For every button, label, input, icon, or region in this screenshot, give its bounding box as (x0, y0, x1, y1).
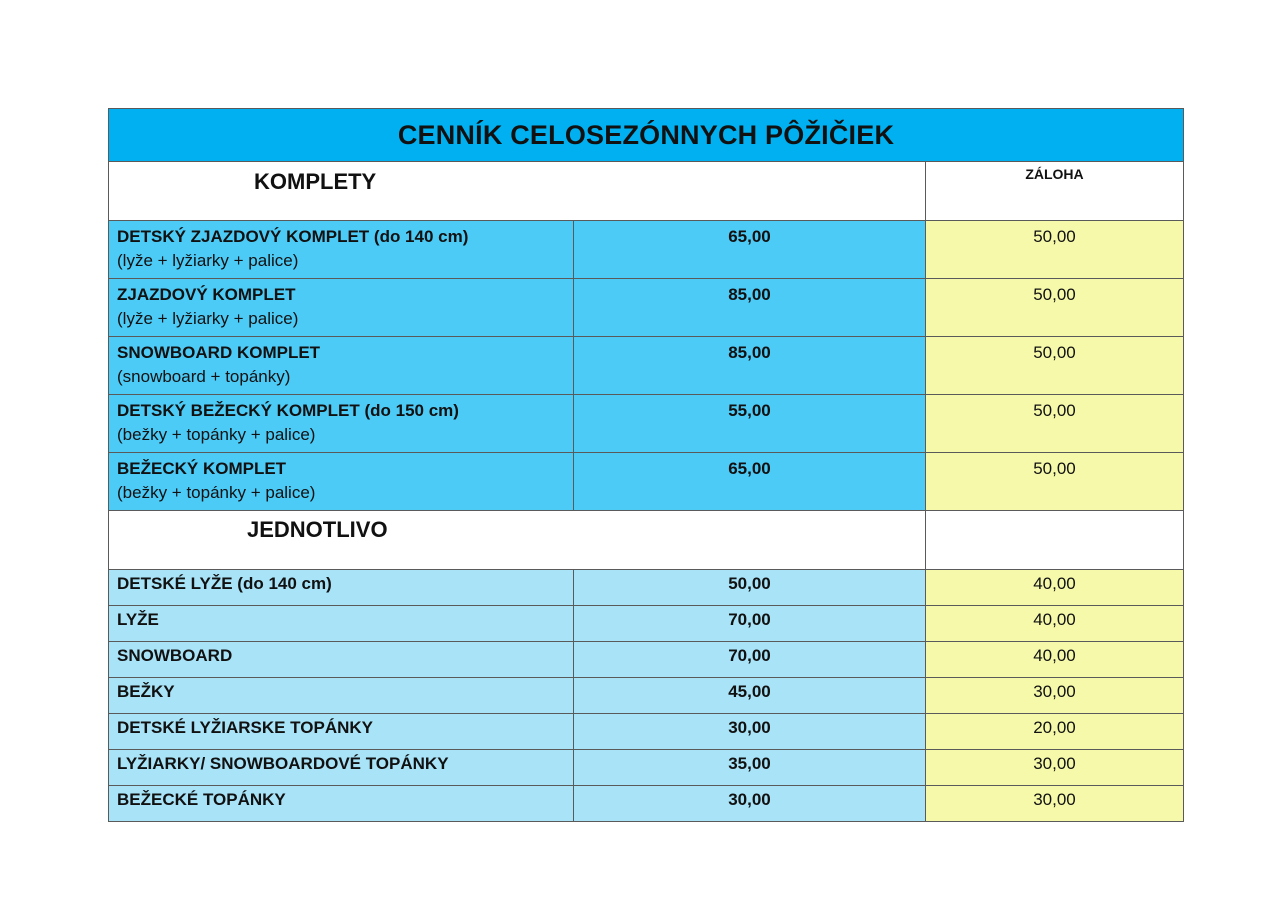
deposit-header: ZÁLOHA (926, 162, 1184, 221)
item-price: 70,00 (574, 642, 926, 678)
item-price: 35,00 (574, 750, 926, 786)
table-row (109, 279, 1184, 337)
item-name: SNOWBOARD KOMPLET (117, 343, 321, 362)
item-price: 85,00 (574, 279, 926, 337)
item-contents: (lyže + lyžiarky + palice) (117, 309, 299, 328)
item-price: 85,00 (574, 337, 926, 395)
table-row (109, 453, 1184, 511)
item-deposit: 50,00 (926, 279, 1184, 337)
item-deposit: 40,00 (926, 642, 1184, 678)
empty-cell (926, 511, 1184, 570)
item-price: 70,00 (574, 606, 926, 642)
item-deposit: 30,00 (926, 786, 1184, 822)
table-row (109, 714, 1184, 750)
item-name: DETSKÝ BEŽECKÝ KOMPLET (do 150 cm) (117, 401, 459, 420)
item-price: 65,00 (574, 221, 926, 279)
item-name: DETSKÝ ZJAZDOVÝ KOMPLET (do 140 cm) (117, 227, 469, 246)
table-row (109, 570, 1184, 606)
item-name-cell (109, 221, 574, 279)
item-name-cell (109, 453, 574, 511)
item-price: 50,00 (574, 570, 926, 606)
table-row (109, 678, 1184, 714)
table-row (109, 750, 1184, 786)
item-name: ZJAZDOVÝ KOMPLET (117, 285, 296, 304)
item-name: DETSKÉ LYŽE (do 140 cm) (109, 570, 574, 606)
item-deposit: 50,00 (926, 221, 1184, 279)
item-price: 30,00 (574, 786, 926, 822)
section-cell (109, 511, 926, 570)
title-row (109, 109, 1184, 162)
item-name: DETSKÉ LYŽIARSKE TOPÁNKY (109, 714, 574, 750)
item-contents: (bežky + topánky + palice) (117, 425, 316, 444)
item-price: 45,00 (574, 678, 926, 714)
table-row (109, 786, 1184, 822)
item-name: SNOWBOARD (109, 642, 574, 678)
table-row (109, 395, 1184, 453)
item-deposit: 50,00 (926, 453, 1184, 511)
item-deposit: 50,00 (926, 395, 1184, 453)
page-title: CENNÍK CELOSEZÓNNYCH PÔŽIČIEK (109, 109, 1184, 162)
table-row (109, 337, 1184, 395)
item-contents: (bežky + topánky + palice) (117, 483, 316, 502)
item-deposit: 40,00 (926, 606, 1184, 642)
item-contents: (lyže + lyžiarky + palice) (117, 251, 299, 270)
item-name-cell (109, 395, 574, 453)
item-name: LYŽE (109, 606, 574, 642)
table-row (109, 606, 1184, 642)
item-name: BEŽECKÉ TOPÁNKY (109, 786, 574, 822)
item-price: 65,00 (574, 453, 926, 511)
section-title-jednotlivo: JEDNOTLIVO (247, 517, 388, 542)
price-table (108, 108, 1184, 822)
item-name: LYŽIARKY/ SNOWBOARDOVÉ TOPÁNKY (109, 750, 574, 786)
item-name-cell (109, 337, 574, 395)
section-header-jednotlivo (109, 511, 1184, 570)
item-contents: (snowboard + topánky) (117, 367, 291, 386)
item-name-cell (109, 279, 574, 337)
item-deposit: 30,00 (926, 750, 1184, 786)
table-row (109, 221, 1184, 279)
item-price: 30,00 (574, 714, 926, 750)
section-title-komplety: KOMPLETY (254, 169, 377, 194)
item-deposit: 20,00 (926, 714, 1184, 750)
item-deposit: 50,00 (926, 337, 1184, 395)
item-price: 55,00 (574, 395, 926, 453)
table-row (109, 642, 1184, 678)
section-header-komplety (109, 162, 1184, 221)
item-name: BEŽKY (109, 678, 574, 714)
item-deposit: 30,00 (926, 678, 1184, 714)
item-deposit: 40,00 (926, 570, 1184, 606)
item-name: BEŽECKÝ KOMPLET (117, 459, 287, 478)
